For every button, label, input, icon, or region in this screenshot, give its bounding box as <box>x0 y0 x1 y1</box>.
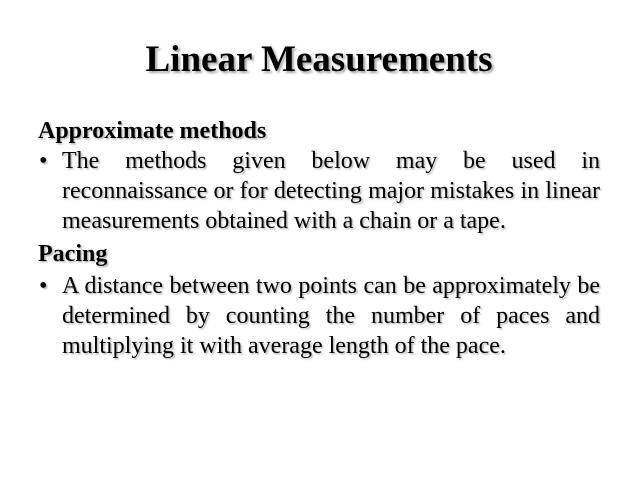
slide-content <box>38 116 600 361</box>
bullet-text: The methods given below may be used in reconnaissance or for detecting major mistakes in linear measurements obtained with a chain or a tape. <box>62 148 600 234</box>
section-heading-approximate-methods: Approximate methods <box>38 118 267 144</box>
bullet-marker: • <box>39 148 48 174</box>
slide-title: Linear Measurements <box>145 39 493 80</box>
section-heading-pacing: Pacing <box>38 241 108 267</box>
bullet-pacing <box>38 271 600 361</box>
bullet-marker: • <box>39 273 48 299</box>
bullet-text: A distance between two points can be approximately be determined by counting the number of paces and multiplying it with average length of the pace. <box>62 273 600 359</box>
bullet-approximate-methods <box>38 146 600 236</box>
